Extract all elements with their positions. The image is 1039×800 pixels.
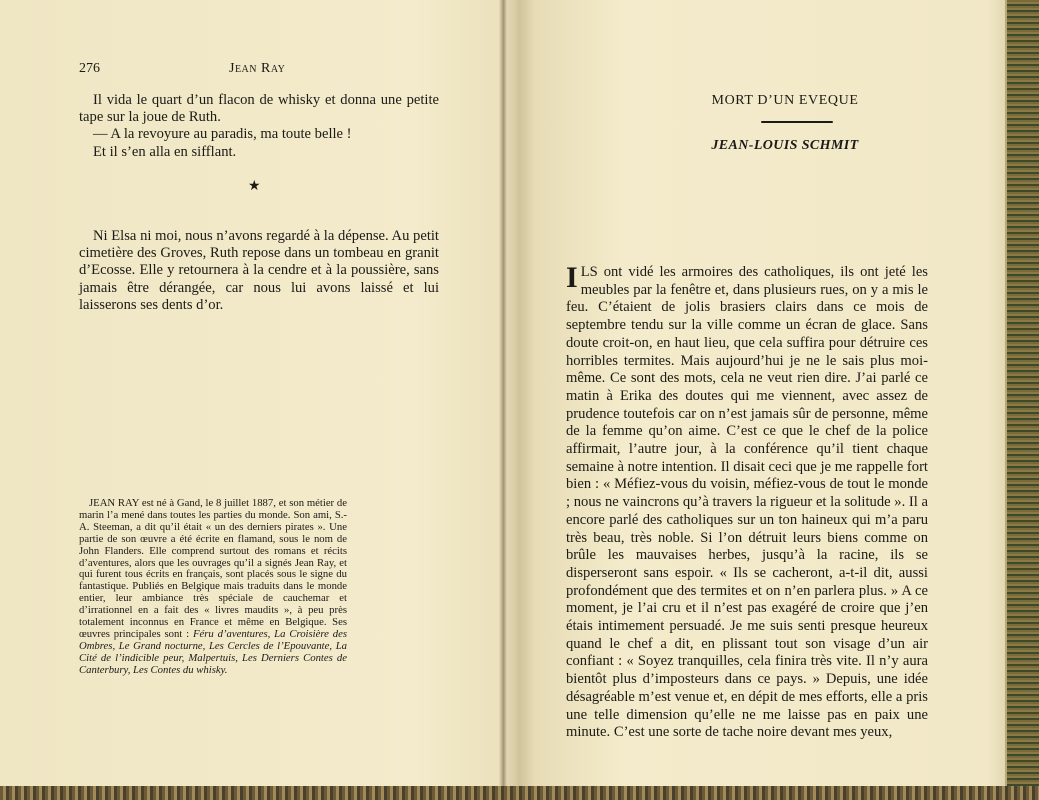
story-author: JEAN-LOUIS SCHMIT	[711, 138, 859, 153]
lead-in: LS	[580, 264, 598, 280]
bio-works: Féru d’aventures, La Croisière des Ombres, Le Grand nocturne, Les Cercles de l’Epouvante, La Cité de l’indicible peur, Malpertuis, Les Derniers Contes de Canterbury, Les Contes du whisky.	[79, 627, 348, 676]
paragraph: — A la revoyure au paradis, ma toute belle !	[93, 126, 352, 143]
left-page	[0, 0, 503, 800]
text-block-top	[79, 92, 439, 161]
running-head	[79, 61, 439, 79]
paragraph: Il vida le quart d’un flacon de whisky et donna une petite tape sur la joue de Ruth.	[79, 92, 439, 126]
bio-text: JEAN RAY est né à Gand, le 8 juillet 1887, et son métier de marin l’a mené dans toutes les parties du monde. Son ami, S.-A. Steeman, a dit qu’il était « un des derniers pirates ». Une partie de son œuvre a été écrite en flamand, sous le nom de John Flanders. Elle comprend surtout des romans et récits d’aventures, alors que les ouvrages qu’il a signés Jean Ray, et qui furent tous écrits en français, sont placés sous le signe du fantastique. Publiés en Belgique mais traduits dans le monde entier, leur ambiance très spéciale de cauchemar et d’irrationnel en a fait des « livres maudits », à peu près totalement inconnus en France et même en Belgique. Ses œuvres principales sont :	[79, 497, 347, 640]
text-block-bottom	[79, 228, 439, 314]
author-bio-note	[79, 498, 347, 677]
section-break-star: ★	[248, 179, 261, 194]
drop-cap: I	[566, 261, 578, 294]
paragraph: Ni Elsa ni moi, nous n’avons regardé à la dépense. Au petit cimetière des Groves, Ruth repose dans un tombeau en granit d’Ecosse. Elle y retournera à la cendre et à la poussière, sans jamais être dérangée, car nous lui avons laissé et lui laisserons ses dents d’or.	[79, 228, 439, 313]
story-text	[566, 261, 928, 742]
running-title: Jean Ray	[229, 61, 286, 76]
book-cover-edge	[1005, 0, 1039, 800]
title-rule	[761, 121, 833, 123]
paragraph: Et il s’en alla en sifflant.	[93, 143, 237, 160]
story-body: ont vidé les armoires des catholiques, ils ont jeté les meubles par la fenêtre et, dans plusieurs rues, on y a mis le feu. C’étaient de jolis brasiers clairs dans ce mois de septembre tendu sur la ville comme un écran de glace. Sans doute croit-on, en haut lieu, que cela suffira pour détruire ces horribles termites. Mais aujourd’hui je ne le sais plus moi-même. Ce sont des mots, cela ne veut rien dire. J’ai parlé ce matin à Erika des doutes qui me viennent, avec assez de prudence toutefois car on n’est jamais sûr de personne, même de la femme qu’on aime. C’est ce que le chef de la police affirmait, l’autre jour, à la conférence qu’il tient chaque semaine à notre intention. Il disait ceci que je me rappelle fort bien : « Méfiez-vous du voisin, méfiez-vous de tout le monde ; nous ne vaincrons qu’à travers la rigueur et la solitude ». Il a encore parlé des catholiques sur un ton haineux qui m’a paru très beau, très noble. Si l’on détruit leurs biens comme on brûle les mauvaises herbes, jusqu’à la racine, ils se disperseront sans espoir. « Ils se cacheront, a-t-il dit, aussi profondément que des termites et on n’en parlera plus. » A ce moment, je l’ai cru et il n’est pas exagéré de croire que j’en étais intimement persuadé. Je me suis senti presque heureux quand le chef a dit, en plissant tout son visage d’un air confiant : « Soyez tranquilles, cela finira très vite. Il n’y aura bientôt plus d’imposteurs dans ce pays. » Depuis, une idée désagréable m’est venue et, en dépit de mes efforts, elle a pris une telle dimension qu’elle ne me laisse pas en paix une minute. C’est une sorte de tache noire devant mes yeux,	[566, 264, 928, 741]
story-title: MORT D’UN EVEQUE	[711, 93, 859, 108]
page-number: 276	[79, 61, 100, 76]
